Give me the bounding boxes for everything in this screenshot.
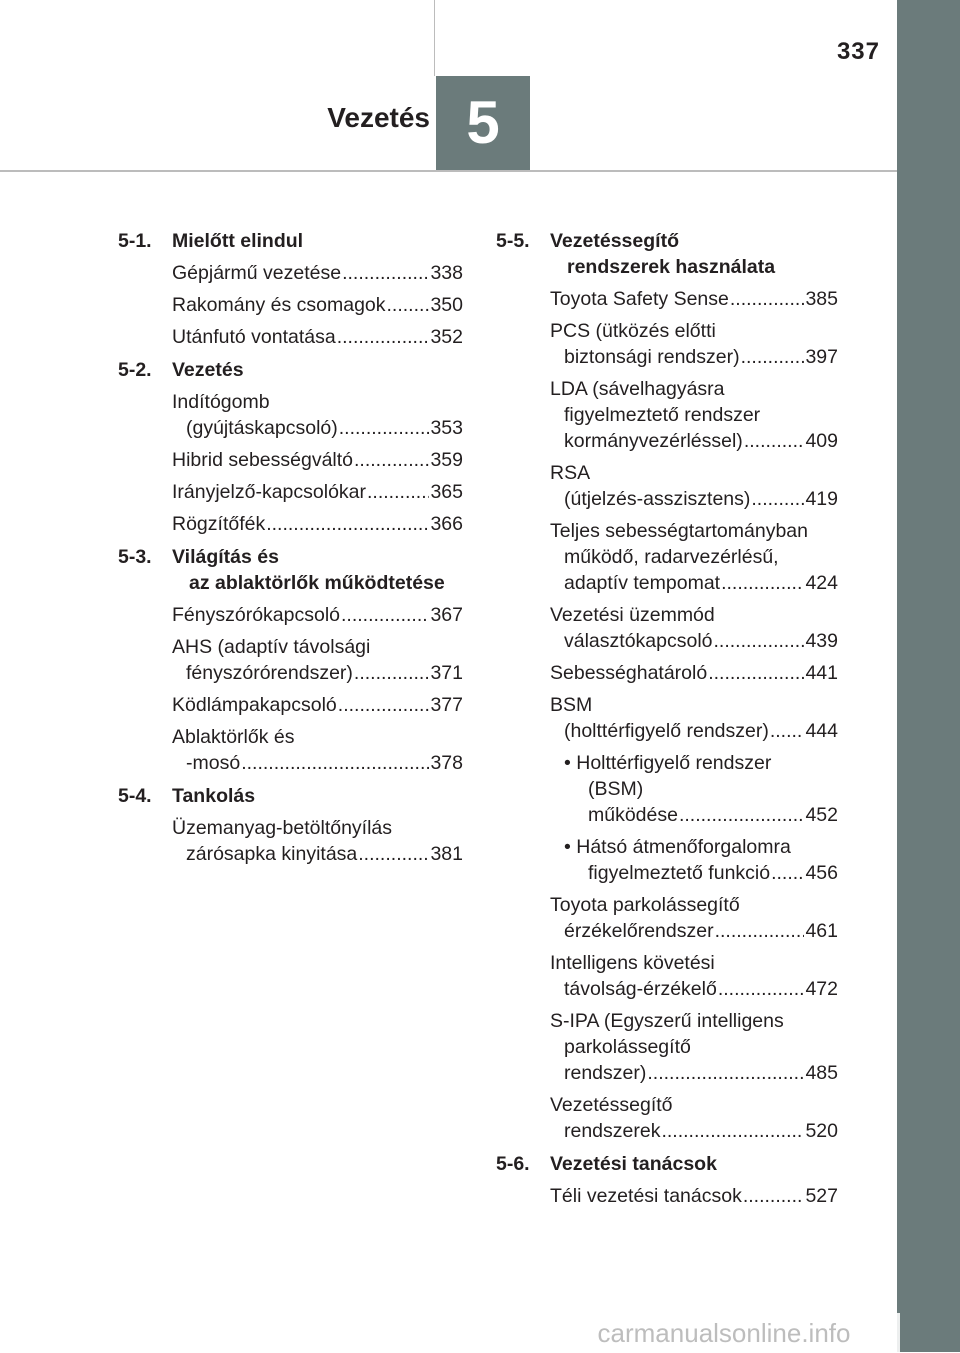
page-reference: 409 xyxy=(805,430,838,452)
entry-text-line: figyelmeztető rendszer xyxy=(564,404,761,426)
dot-leader xyxy=(338,692,430,718)
page-reference: 338 xyxy=(430,262,463,284)
entry-text: rendszerek xyxy=(564,1120,661,1142)
section-number: 5-5. xyxy=(496,230,530,252)
entry-text-line: (BSM) xyxy=(588,778,644,800)
dot-leader xyxy=(354,660,430,686)
entry-last-line xyxy=(550,570,838,596)
dot-leader xyxy=(744,428,805,454)
toc-entry[interactable] xyxy=(496,660,838,686)
entry-last-line xyxy=(172,447,463,473)
page-reference: 378 xyxy=(430,752,463,774)
page-reference: 461 xyxy=(805,920,838,942)
section-title xyxy=(550,228,838,280)
dot-leader xyxy=(339,415,430,441)
section-number: 5-4. xyxy=(118,785,152,807)
toc-right-column xyxy=(496,228,838,1216)
toc-entry[interactable] xyxy=(118,692,463,718)
entry-last-line xyxy=(550,628,838,654)
entry-last-line xyxy=(172,602,463,628)
dot-leader xyxy=(266,511,429,537)
dot-leader xyxy=(661,1118,804,1144)
section-title-line: Mielőtt elindul xyxy=(172,230,304,252)
section-title-line: Világítás és xyxy=(172,546,279,568)
toc-entry[interactable] xyxy=(496,518,838,596)
section-number: 5-3. xyxy=(118,546,152,568)
entry-last-line xyxy=(172,750,463,776)
toc-entry[interactable] xyxy=(496,286,838,312)
entry-text-line: PCS (ütközés előtti xyxy=(550,320,716,342)
entry-text: Hibrid sebességváltó xyxy=(172,449,354,471)
section-title xyxy=(550,1151,838,1177)
entry-text-line: Üzemanyag-betöltőnyílás xyxy=(172,817,393,839)
dot-leader xyxy=(647,1060,804,1086)
entry-text-line: Intelligens követési xyxy=(550,952,715,974)
section-heading xyxy=(118,544,463,596)
toc-entry[interactable] xyxy=(118,479,463,505)
toc-entry[interactable] xyxy=(496,1008,838,1086)
entry-text-line: Vezetési üzemmód xyxy=(550,604,715,626)
toc-section xyxy=(118,357,463,537)
entry-text-line: Toyota parkolássegítő xyxy=(550,894,740,916)
toc-entry[interactable] xyxy=(118,292,463,318)
section-title xyxy=(172,544,463,596)
entry-text-line: Vezetéssegítő xyxy=(550,1094,673,1116)
entry-text: Ködlámpakapcsoló xyxy=(172,694,337,716)
section-title-line: Tankolás xyxy=(172,785,256,807)
dot-leader xyxy=(354,447,429,473)
toc-entry[interactable] xyxy=(496,602,838,654)
section-heading xyxy=(496,1151,838,1177)
chapter-title: Vezetés xyxy=(327,102,430,133)
entry-last-line xyxy=(172,511,463,537)
dot-leader xyxy=(770,718,805,744)
entry-last-line xyxy=(550,1118,838,1144)
section-title-line: Vezetési tanácsok xyxy=(550,1153,717,1175)
toc-section xyxy=(496,228,838,1144)
dot-leader xyxy=(358,841,429,867)
entry-last-line xyxy=(550,286,838,312)
toc-entry[interactable] xyxy=(118,724,463,776)
page-reference: 485 xyxy=(805,1062,838,1084)
toc-entry[interactable] xyxy=(496,692,838,744)
toc-entry[interactable] xyxy=(496,376,838,454)
page-reference: 352 xyxy=(430,326,463,348)
toc-section xyxy=(118,783,463,867)
dot-leader xyxy=(741,344,805,370)
entry-text: kormányvezérléssel) xyxy=(564,430,743,452)
entry-text: Téli vezetési tanácsok xyxy=(550,1185,742,1207)
toc-entry[interactable] xyxy=(118,260,463,286)
entry-text-line: AHS (adaptív távolsági xyxy=(172,636,371,658)
page-reference: 439 xyxy=(805,630,838,652)
dot-leader xyxy=(708,660,804,686)
dot-leader xyxy=(715,918,805,944)
section-number: 5-2. xyxy=(118,359,152,381)
entry-text: (útjelzés-asszisztens) xyxy=(564,488,751,510)
page-reference: 527 xyxy=(805,1185,838,1207)
entry-text-line: LDA (sávelhagyásra xyxy=(550,378,725,400)
entry-last-line xyxy=(172,660,463,686)
toc-left-column xyxy=(118,228,463,874)
toc-section xyxy=(118,544,463,776)
entry-text-line: • Holttérfigyelő rendszer xyxy=(564,752,772,774)
page-reference: 452 xyxy=(805,804,838,826)
page-reference: 353 xyxy=(430,417,463,439)
toc-entry[interactable] xyxy=(118,389,463,441)
page-reference: 359 xyxy=(430,449,463,471)
entry-last-line xyxy=(550,344,838,370)
toc-entry[interactable] xyxy=(118,815,463,867)
entry-text: -mosó xyxy=(186,752,241,774)
entry-text: Utánfutó vontatása xyxy=(172,326,336,348)
toc-entry[interactable] xyxy=(118,634,463,686)
page-reference: 419 xyxy=(805,488,838,510)
toc-entry[interactable] xyxy=(496,834,838,886)
dot-leader xyxy=(771,860,804,886)
page-reference: 367 xyxy=(430,604,463,626)
entry-text: figyelmeztető funkció xyxy=(588,862,771,884)
page-reference: 424 xyxy=(805,572,838,594)
entry-last-line xyxy=(564,860,838,886)
entry-last-line xyxy=(550,976,838,1002)
section-heading xyxy=(118,228,463,254)
entry-last-line xyxy=(172,841,463,867)
entry-text: távolság-érzékelő xyxy=(564,978,717,1000)
dot-leader xyxy=(730,286,805,312)
dot-leader xyxy=(387,292,430,318)
entry-text: Sebességhatároló xyxy=(550,662,708,684)
chapter-number-box: 5 xyxy=(436,76,530,170)
page-reference: 365 xyxy=(430,481,463,503)
entry-text: Gépjármű vezetése xyxy=(172,262,342,284)
dot-leader xyxy=(721,570,804,596)
toc-entry[interactable] xyxy=(496,460,838,512)
entry-text: rendszer) xyxy=(564,1062,647,1084)
dot-leader xyxy=(342,260,429,286)
toc-entry[interactable] xyxy=(118,324,463,350)
page-reference: 441 xyxy=(805,662,838,684)
entry-text: Rakomány és csomagok xyxy=(172,294,386,316)
entry-last-line xyxy=(172,260,463,286)
page-reference: 377 xyxy=(430,694,463,716)
section-title-line: rendszerek használata xyxy=(567,256,776,278)
dot-leader xyxy=(718,976,805,1002)
page-reference: 456 xyxy=(805,862,838,884)
entry-text: működése xyxy=(588,804,678,826)
dot-leader xyxy=(241,750,429,776)
page-reference: 444 xyxy=(805,720,838,742)
dot-leader xyxy=(714,628,805,654)
dot-leader xyxy=(367,479,429,505)
entry-text: érzékelőrendszer xyxy=(564,920,714,942)
page-reference: 472 xyxy=(805,978,838,1000)
section-number: 5-1. xyxy=(118,230,152,252)
toc-entry[interactable] xyxy=(496,892,838,944)
page-reference: 397 xyxy=(805,346,838,368)
section-title-line: Vezetéssegítő xyxy=(550,230,679,252)
entry-last-line xyxy=(564,802,838,828)
page-number: 337 xyxy=(836,38,880,65)
entry-last-line xyxy=(172,692,463,718)
entry-text: biztonsági rendszer) xyxy=(564,346,740,368)
entry-text: Irányjelző-kapcsolókar xyxy=(172,481,367,503)
section-number: 5-6. xyxy=(496,1153,530,1175)
page-reference: 385 xyxy=(805,288,838,310)
entry-text: (gyújtáskapcsoló) xyxy=(186,417,338,439)
entry-text-line: Teljes sebességtartományban xyxy=(550,520,808,542)
entry-text: Rögzítőfék xyxy=(172,513,266,535)
entry-text: zárósapka kinyitása xyxy=(186,843,358,865)
entry-last-line xyxy=(550,918,838,944)
page-reference: 520 xyxy=(805,1120,838,1142)
entry-last-line xyxy=(172,479,463,505)
entry-last-line xyxy=(550,660,838,686)
page-reference: 381 xyxy=(430,843,463,865)
entry-text: fényszórórendszer) xyxy=(186,662,353,684)
section-heading xyxy=(496,228,838,280)
entry-last-line xyxy=(550,718,838,744)
entry-text: Toyota Safety Sense xyxy=(550,288,729,310)
watermark: carmanualsonline.info xyxy=(548,1313,900,1353)
entry-last-line xyxy=(550,1060,838,1086)
entry-text-line: BSM xyxy=(550,694,593,716)
toc-section xyxy=(118,228,463,350)
dot-leader xyxy=(743,1183,805,1209)
entry-text-line: RSA xyxy=(550,462,591,484)
section-heading xyxy=(118,783,463,809)
section-title-line: Vezetés xyxy=(172,359,244,381)
entry-last-line xyxy=(550,428,838,454)
toc-entry[interactable] xyxy=(118,511,463,537)
toc-entry[interactable] xyxy=(496,1092,838,1144)
header-rule xyxy=(0,170,897,172)
entry-text-line: parkolássegítő xyxy=(564,1036,691,1058)
entry-text-line: Ablaktörlők és xyxy=(172,726,295,748)
section-title-line: az ablaktörlők működtetése xyxy=(189,572,445,594)
entry-text: Fényszórókapcsoló xyxy=(172,604,340,626)
toc-entry[interactable] xyxy=(118,447,463,473)
toc-entry[interactable] xyxy=(496,318,838,370)
entry-text-line: működő, radarvezérlésű, xyxy=(564,546,779,568)
header-divider xyxy=(434,0,435,76)
entry-text: adaptív tempomat xyxy=(564,572,721,594)
entry-text: választókapcsoló xyxy=(564,630,713,652)
dot-leader xyxy=(679,802,804,828)
section-title xyxy=(172,783,463,809)
toc-section xyxy=(496,1151,838,1209)
chapter-side-tab xyxy=(897,0,960,1352)
page-reference: 366 xyxy=(430,513,463,535)
entry-text: (holttérfigyelő rendszer) xyxy=(564,720,769,742)
entry-last-line xyxy=(172,292,463,318)
entry-last-line xyxy=(550,486,838,512)
toc-entry[interactable] xyxy=(496,950,838,1002)
section-title xyxy=(172,228,463,254)
entry-text-line: S-IPA (Egyszerű intelligens xyxy=(550,1010,784,1032)
dot-leader xyxy=(341,602,429,628)
entry-last-line xyxy=(172,324,463,350)
toc-entry[interactable] xyxy=(496,750,838,828)
page-reference: 350 xyxy=(430,294,463,316)
toc-entry[interactable] xyxy=(118,602,463,628)
dot-leader xyxy=(751,486,804,512)
entry-last-line xyxy=(550,1183,838,1209)
section-heading xyxy=(118,357,463,383)
entry-text-line: • Hátsó átmenőforgalomra xyxy=(564,836,791,858)
dot-leader xyxy=(337,324,430,350)
section-title xyxy=(172,357,463,383)
entry-text-line: Indítógomb xyxy=(172,391,270,413)
page-reference: 371 xyxy=(430,662,463,684)
toc-entry[interactable] xyxy=(496,1183,838,1209)
entry-last-line xyxy=(172,415,463,441)
